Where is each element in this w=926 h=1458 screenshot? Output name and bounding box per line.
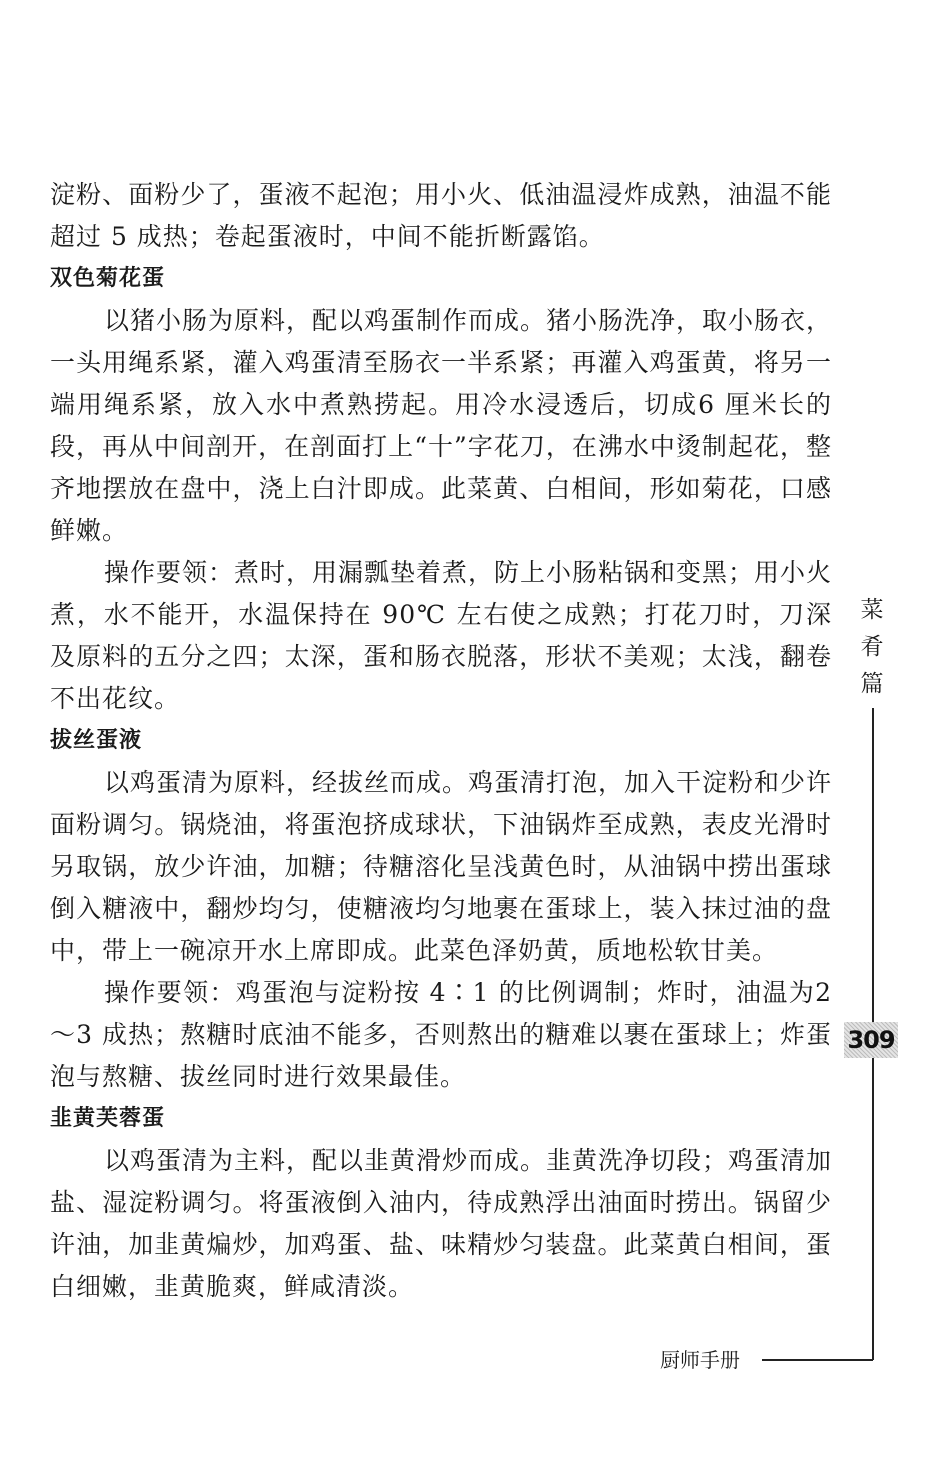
body-paragraph: 操作要领：煮时，用漏瓢垫着煮，防上小肠粘锅和变黑；用小火煮，水不能开，水温保持在 90℃ 左右使之成熟；打花刀时，刀深及原料的五分之四；太深，蛋和肠衣脱落，形状不美观；太浅，翻卷不出花纹。	[50, 558, 833, 713]
section-tab-char: 篇	[860, 671, 884, 697]
section-heading: 拔丝蛋液	[50, 728, 143, 753]
body-paragraph: 淀粉、面粉少了，蛋液不起泡；用小火、低油温浸炸成熟，油温不能超过 5 成热；卷起蛋液时，中间不能折断露馅。	[50, 180, 832, 251]
body-paragraph: 操作要领：鸡蛋泡与淀粉按 4∶1 的比例调制；炸时，油温为2～3 成热；熬糖时底油不能多，否则熬出的糖难以裹在蛋球上；炸蛋泡与熬糖、拔丝同时进行效果最佳。	[50, 978, 832, 1091]
body-paragraph: 以鸡蛋清为主料，配以韭黄滑炒而成。韭黄洗净切段；鸡蛋清加盐、湿淀粉调匀。将蛋液倒入油内，待成熟浮出油面时捞出。锅留少许油，加韭黄煸炒，加鸡蛋、盐、味精炒匀装盘。此菜黄白相间，蛋白细嫩，韭黄脆爽，鲜咸清淡。	[50, 1146, 833, 1301]
footer-title: 厨师手册	[660, 1348, 740, 1372]
footer-rule	[762, 1359, 873, 1361]
body-paragraph: 以鸡蛋清为原料，经拔丝而成。鸡蛋清打泡，加入干淀粉和少许面粉调匀。锅烧油，将蛋泡挤成球状，下油锅炸至成熟，表皮光滑时另取锅，放少许油，加糖；待糖溶化呈浅黄色时，从油锅中捞出蛋球倒入糖液中，翻炒均匀，使糖液均匀地裹在蛋球上，装入抹过油的盘中，带上一碗凉开水上席即成。此菜色泽奶黄，质地松软甘美。	[50, 768, 833, 965]
section-heading: 韭黄芙蓉蛋	[50, 1106, 166, 1131]
body-paragraph: 以猪小肠为原料，配以鸡蛋制作而成。猪小肠洗净，取小肠衣，一头用绳系紧，灌入鸡蛋清至肠衣一半系紧；再灌入鸡蛋黄，将另一端用绳系紧，放入水中煮熟捞起。用冷水浸透后，切成6 厘米长的段，再从中间剖开，在剖面打上“十”字花刀，在沸水中烫制起花，整齐地摆放在盘中，浇上白汁即成。此菜黄、白相间，形如菊花，口感鲜嫩。	[50, 306, 833, 545]
page-body	[50, 174, 832, 1308]
page-number: 309	[844, 1022, 898, 1058]
section-tab-char: 肴	[860, 634, 884, 660]
section-tab	[852, 592, 892, 703]
section-tab-char: 菜	[860, 597, 884, 623]
section-heading: 双色菊花蛋	[50, 266, 166, 291]
